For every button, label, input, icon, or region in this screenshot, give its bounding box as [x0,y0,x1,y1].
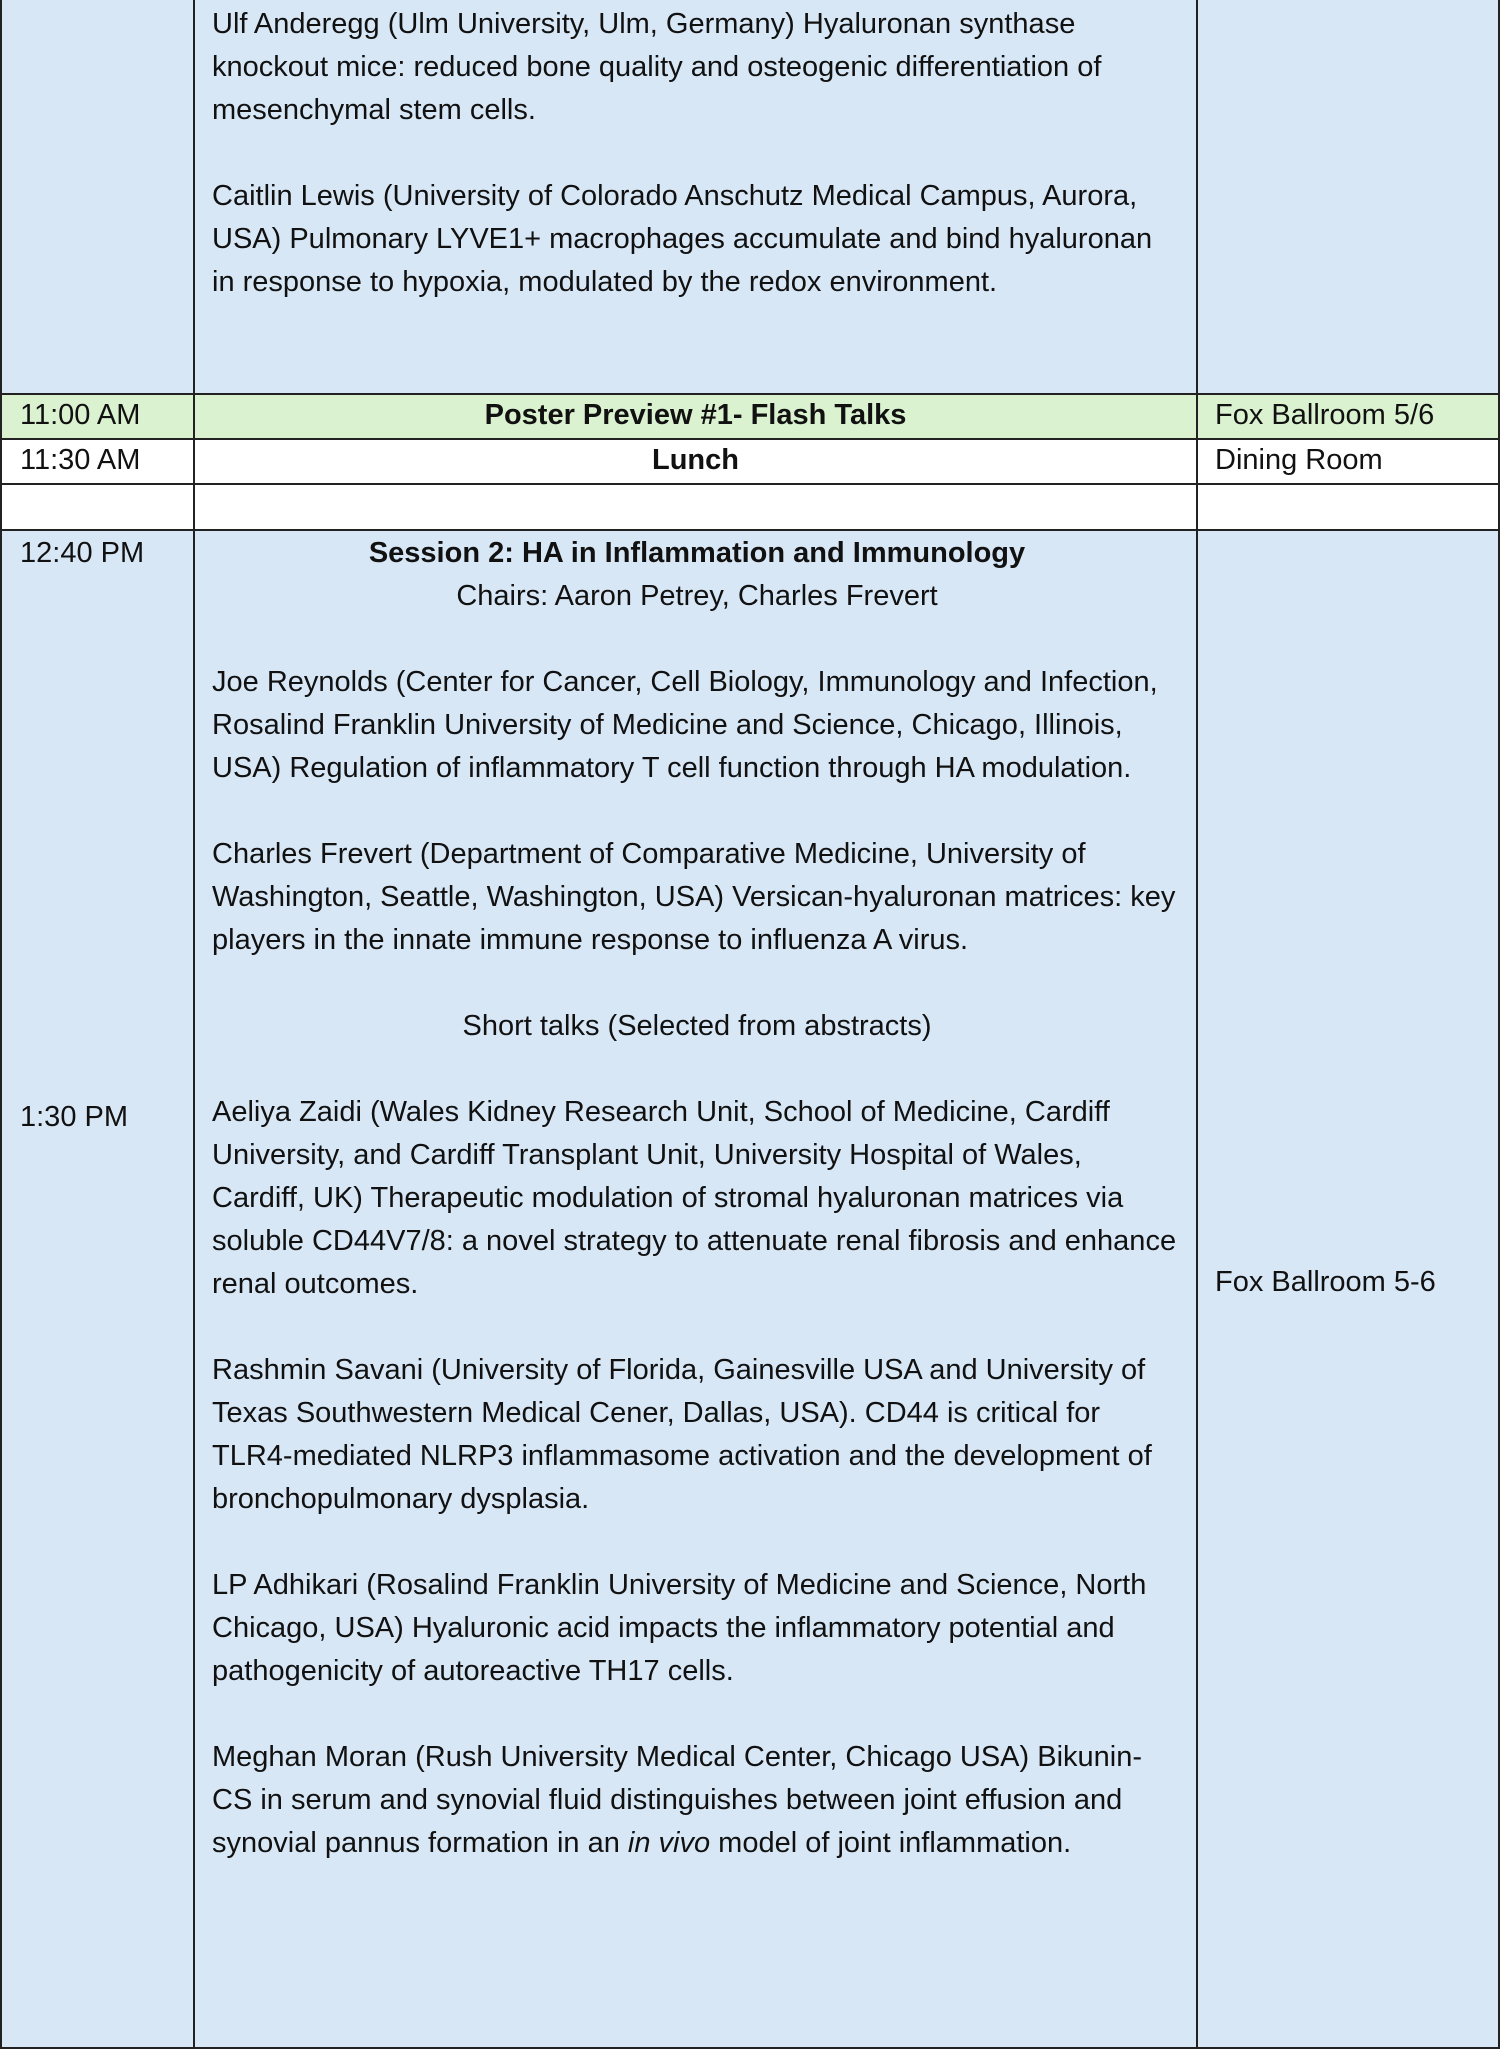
poster-room: Fox Ballroom 5/6 [1196,393,1500,438]
lunch-time: 11:30 AM [0,438,193,483]
talk-moran-part1: Meghan Moran (Rush University Medical Center, Chicago USA) Bikunin-CS in serum and synovial fluid distinguishes between joint effusion and synovial pannus formation in an [212,1741,1142,1859]
talk-reynolds: Joe Reynolds (Center for Cancer, Cell Biology, Immunology and Infection, Rosalind Franklin University of Medicine and Science, Chicago, Illinois, USA) Regulation of inflammatory T cell function through HA modulation. [212,666,1158,784]
empty-room-cell [1196,483,1500,529]
talk-savani: Rashmin Savani (University of Florida, Gainesville USA and University of Texas Southwestern Medical Cener, Dallas, USA). CD44 is critical for TLR4-mediated NLRP3 inflammasome activation and the development of bronchopulmonary dysplasia. [212,1354,1152,1515]
empty-time-cell [0,483,193,529]
session2-time-cell [0,529,193,2049]
poster-title: Poster Preview #1- Flash Talks [193,393,1196,438]
lunch-title: Lunch [193,438,1196,483]
talk-moran-italic: in vivo [627,1827,711,1859]
session2-title: Session 2: HA in Inflammation and Immunology [368,537,1026,569]
short-talks-heading: Short talks (Selected from abstracts) [462,1010,932,1042]
short-talks-time: 1:30 PM [20,1101,128,1133]
room-cell-session1-cont [1196,0,1500,393]
talk-moran-part2: model of joint inflammation. [710,1827,1072,1859]
lunch-room: Dining Room [1196,438,1500,483]
talk-lewis: Caitlin Lewis (University of Colorado Anschutz Medical Campus, Aurora, USA) Pulmonary LYVE1+ macrophages accumulate and bind hyaluronan in response to hypoxia, modulated by the redox environment. [212,180,1153,298]
session2-start-time: 12:40 PM [20,537,145,569]
session2-room-cell [1196,529,1500,2049]
talk-frevert: Charles Frevert (Department of Comparative Medicine, University of Washington, Seattle, Washington, USA) Versican-hyaluronan matrices: key players in the innate immune response to influenza A virus. [212,838,1176,956]
session2-chairs: Chairs: Aaron Petrey, Charles Frevert [456,580,938,612]
poster-time: 11:00 AM [0,393,193,438]
session2-room: Fox Ballroom 5-6 [1215,1266,1436,1298]
talk-zaidi: Aeliya Zaidi (Wales Kidney Research Unit, School of Medicine, Cardiff University, and Cardiff Transplant Unit, University Hospital of Wales, Cardiff, UK) Therapeutic modulation of stromal hyaluronan matrices via soluble CD44V7/8: a novel strategy to attenuate renal fibrosis and enhance renal outcomes. [212,1096,1177,1300]
talk-moran [212,1736,1182,1865]
session1-cont-cell [193,0,1196,393]
session2-body-cell [193,529,1196,2049]
talk-anderegg: Ulf Anderegg (Ulm University, Ulm, Germany) Hyaluronan synthase knockout mice: reduced bone quality and osteogenic differentiation of mesenchymal stem cells. [212,8,1102,126]
time-cell-session1-cont [0,0,193,393]
talk-adhikari: LP Adhikari (Rosalind Franklin University of Medicine and Science, North Chicago, USA) Hyaluronic acid impacts the inflammatory potential and pathogenicity of autoreactive TH17 cells. [212,1569,1147,1687]
empty-session-cell [193,483,1196,529]
